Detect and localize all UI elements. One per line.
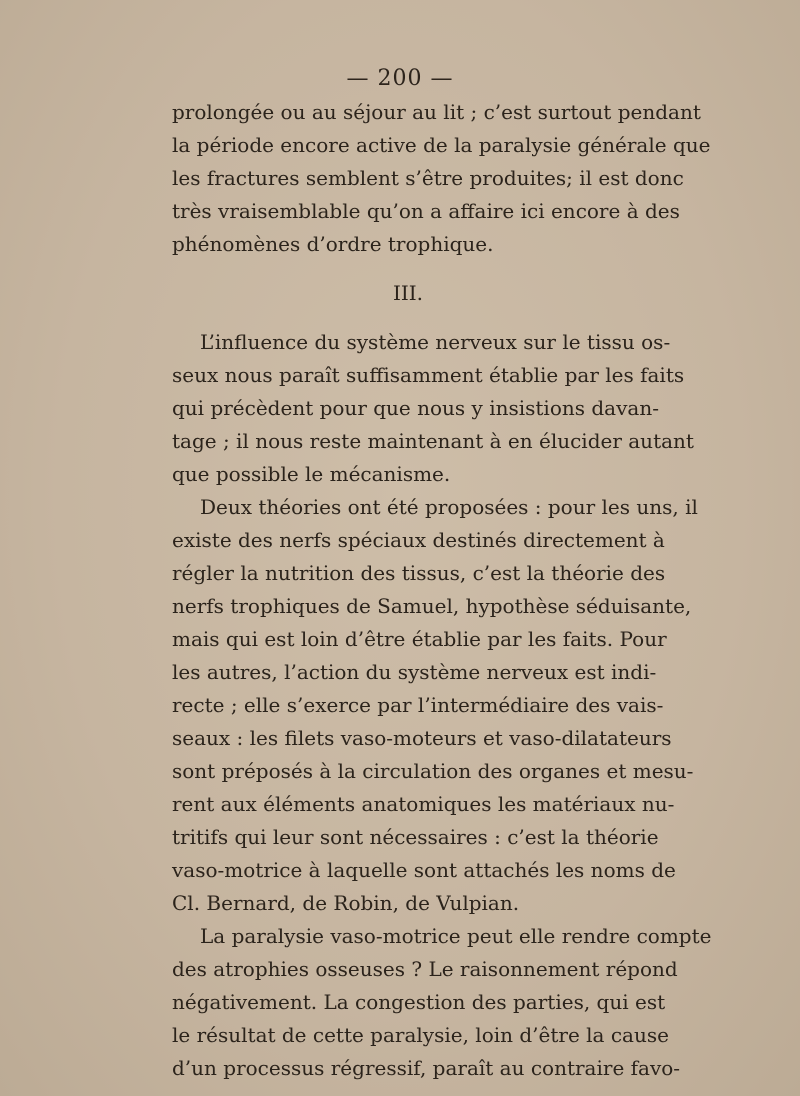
text-line: nerfs trophiques de Samuel, hypothèse séduisante, [172,594,692,618]
section-heading: III. [392,281,424,305]
paragraph-2 [172,326,694,491]
text-line: L’influence du système nerveux sur le tissu os- [200,330,671,354]
text-line: les fractures semblent s’être produites; il est donc [172,166,684,190]
text-line: Deux théories ont été proposées : pour les uns, il [200,495,698,519]
text-line: les autres, l’action du système nerveux est indi- [172,660,657,684]
text-line: recte ; elle s’exerce par l’intermédiaire des vais- [172,693,664,717]
text-line: prolongée ou au séjour au lit ; c’est surtout pendant [172,100,701,124]
text-line: que possible le mécanisme. [172,462,451,486]
text-line: existe des nerfs spéciaux destinés directement à [172,528,665,552]
paragraph-4 [172,920,712,1085]
text-line: tritifs qui leur sont nécessaires : c’est la théorie [172,825,659,849]
text-line: sont préposés à la circulation des organes et mesu- [172,759,694,783]
paragraph-3 [172,491,698,920]
text-line: Cl. Bernard, de Robin, de Vulpian. [172,891,520,915]
text-line: seaux : les filets vaso-moteurs et vaso-dilatateurs [172,726,672,750]
text-line: le résultat de cette paralysie, loin d’être la cause [172,1023,669,1047]
page-number: — 200 — [346,66,454,91]
text-line: très vraisemblable qu’on a affaire ici encore à des [172,199,680,223]
text-line: mais qui est loin d’être établie par les faits. Pour [172,627,667,651]
text-line: la période encore active de la paralysie générale que [172,133,711,157]
text-line: d’un processus régressif, paraît au contraire favo- [172,1056,681,1080]
text-line: La paralysie vaso-motrice peut elle rendre compte [200,924,712,948]
text-line: tage ; il nous reste maintenant à en élucider autant [172,429,694,453]
text-line: seux nous paraît suffisamment établie par les faits [172,363,685,387]
text-line: qui précèdent pour que nous y insistions davan- [172,396,659,420]
text-line: des atrophies osseuses ? Le raisonnement répond [172,957,678,981]
paragraph-1 [172,96,711,261]
text-line: négativement. La congestion des parties, qui est [172,990,666,1014]
text-line: phénomènes d’ordre trophique. [172,232,494,256]
text-line: rent aux éléments anatomiques les matériaux nu- [172,792,675,816]
body-text [172,96,712,1085]
text-line: régler la nutrition des tissus, c’est la théorie des [172,561,666,585]
text-line: vaso-motrice à laquelle sont attachés les noms de [172,858,676,882]
